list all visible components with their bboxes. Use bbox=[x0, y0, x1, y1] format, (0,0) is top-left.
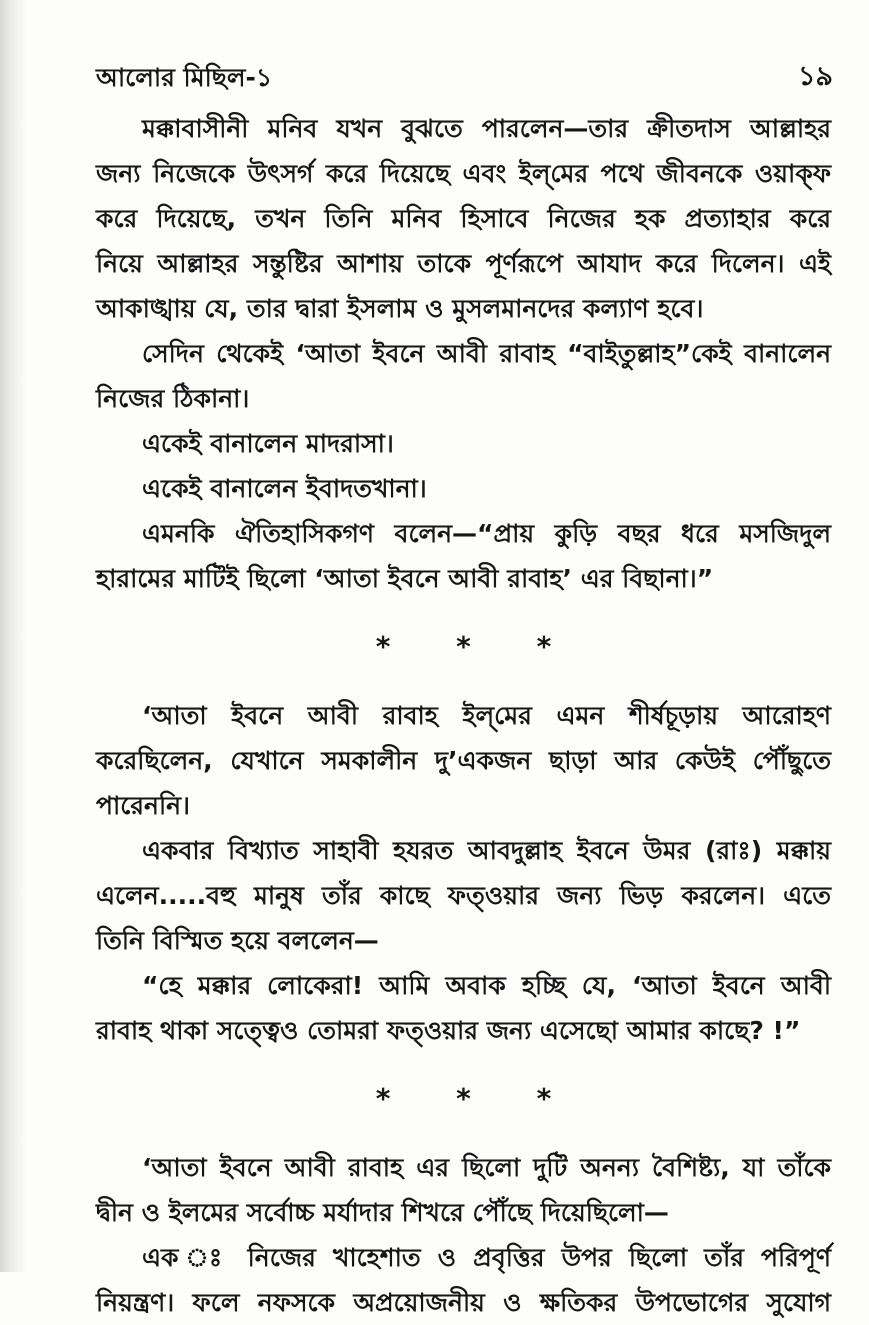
text-line: রাবাহ থাকা সত্ত্বেও তোমরা ফত্‌ওয়ার জন্য এসেছো আমার কাছে? !” bbox=[96, 1016, 801, 1045]
text-line: দ্বীন ও ইলমের সর্বোচ্চ মর্যাদার শিখরে পৌঁছে দিয়েছিলো— bbox=[96, 1198, 669, 1227]
text-line: এক ঃ নিজের খাহেশাত ও প্রবৃত্তির উপর ছিলো তাঁর পরিপূর্ণ bbox=[142, 1243, 831, 1272]
text-line: করেছিলেন, যেখানে সমকালীন দু’একজন ছাড়া আর কেউই পৌঁছুতে bbox=[96, 746, 831, 775]
text-line: “হে মক্কার লোকেরা! আমি অবাক হচ্ছি যে, ‘আতা ইবনে আবী bbox=[142, 971, 831, 1000]
text-line: হারামের মাটিই ছিলো ‘আতা ইবনে আবী রাবাহ’ এর বিছানা।” bbox=[96, 564, 714, 593]
text-line: নিয়ন্ত্রণ। ফলে নফসকে অপ্রয়োজনীয় ও ক্ষতিকর উপভোগের সুযোগ bbox=[96, 1288, 831, 1317]
text-line: সেদিন থেকেই ‘আতা ইবনে আবী রাবাহ “বাইতুল্লাহ”কেই বানালেন bbox=[142, 339, 831, 368]
text-line: একবার বিখ্যাত সাহাবী হযরত আবদুল্লাহ ইবনে উমর (রাঃ) মক্কায় bbox=[142, 836, 831, 865]
text-line: ‘আতা ইবনে আবী রাবাহ ইল্‌মের এমন শীর্ষচূড়ায় আরোহণ bbox=[142, 701, 831, 730]
text-line: করে দিয়েছে, তখন তিনি মনিব হিসাবে নিজের হক প্রত্যাহার করে bbox=[96, 204, 831, 233]
paragraph-9 bbox=[96, 1145, 831, 1235]
paragraph-2 bbox=[96, 331, 831, 421]
paragraph-8-quote bbox=[96, 963, 831, 1053]
paragraph-7 bbox=[96, 828, 831, 963]
text-line: মক্কাবাসীনী মনিব যখন বুঝতে পারলেন—তার ক্রীতদাস আল্লাহর bbox=[142, 114, 831, 143]
text-line: ‘আতা ইবনে আবী রাবাহ এর ছিলো দুটি অনন্য বৈশিষ্ট্য, যা তাঁকে bbox=[142, 1153, 831, 1182]
paragraph-5 bbox=[96, 511, 831, 601]
text-line: তিনি বিস্মিত হয়ে বললেন— bbox=[96, 926, 379, 955]
text-line: আকাঙ্খায় যে, তার দ্বারা ইসলাম ও মুসলমানদের কল্যাণ হবে। bbox=[96, 294, 704, 323]
text-line: নিয়ে আল্লাহর সন্তুষ্টির আশায় তাকে পূর্ণরূপে আযাদ করে দিলেন। এই bbox=[96, 249, 831, 278]
text-line: পারেননি। bbox=[96, 791, 190, 820]
paragraph-10 bbox=[96, 1235, 831, 1325]
paragraph-6 bbox=[96, 693, 831, 828]
paragraph-4: একেই বানালেন ইবাদতখানা। bbox=[142, 474, 427, 503]
page-number: ১৯ bbox=[797, 61, 833, 92]
text-line: এলেন.....বহু মানুষ তাঁর কাছে ফত্‌ওয়ার জন্য ভিড় করলেন। এতে bbox=[96, 881, 831, 910]
running-header bbox=[96, 52, 833, 98]
text-line: জন্য নিজেকে উৎসর্গ করে দিয়েছে এবং ইল্‌মের পথে জীবনকে ওয়াক্‌ফ bbox=[96, 159, 831, 188]
section-separator: * * * bbox=[375, 630, 580, 663]
text-line: নিজের ঠিকানা। bbox=[96, 384, 250, 413]
paragraph-3: একেই বানালেন মাদরাসা। bbox=[142, 429, 394, 458]
book-title: আলোর মিছিল-১ bbox=[96, 63, 273, 92]
paragraph-1 bbox=[96, 106, 831, 331]
section-separator: * * * bbox=[375, 1082, 580, 1115]
text-line: এমনকি ঐতিহাসিকগণ বলেন—“প্রায় কুড়ি বছর ধরে মসজিদুল bbox=[142, 519, 831, 548]
page-body bbox=[96, 106, 831, 1325]
page-spine-shadow bbox=[0, 0, 26, 1272]
